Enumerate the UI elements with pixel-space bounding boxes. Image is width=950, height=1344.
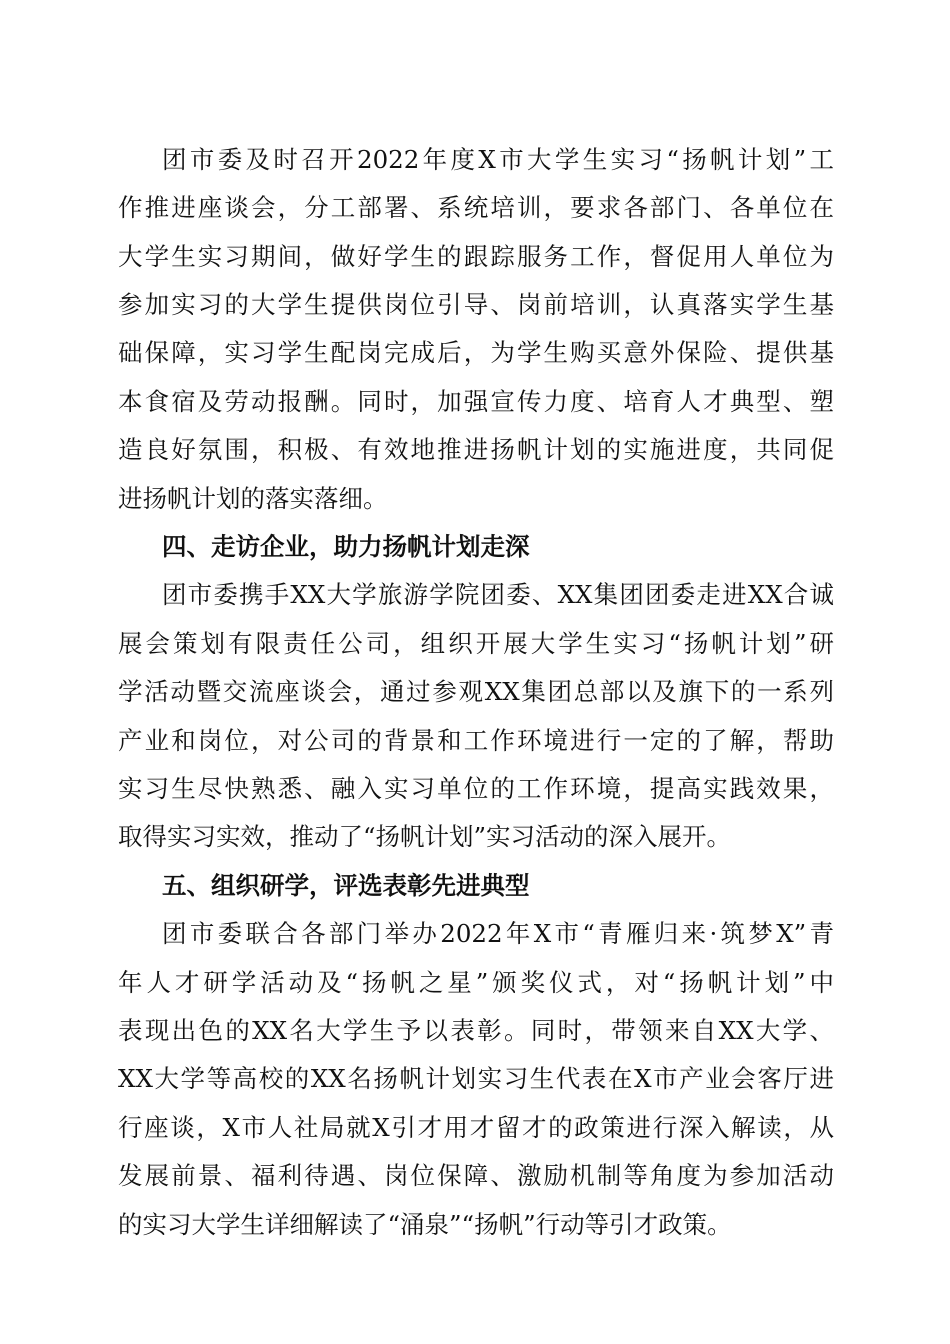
paragraph-3-line: 团市委联合各部门举办2022年X市“青雁归来·筑梦X”青 <box>162 919 834 948</box>
paragraph-1-line: 础保障，实习学生配岗完成后，为学生购买意外保险、提供基 <box>118 338 834 367</box>
section-heading-4: 四、走访企业，助力扬帆计划走深 <box>162 532 530 561</box>
paragraph-1-line: 团市委及时召开2022年度X市大学生实习“扬帆计划”工 <box>162 145 834 174</box>
paragraph-2-line: 实习生尽快熟悉、融入实习单位的工作环境，提高实践效果， <box>118 774 834 803</box>
paragraph-1-line: 大学生实习期间，做好学生的跟踪服务工作，督促用人单位为 <box>118 242 834 271</box>
section-heading-5: 五、组织研学，评选表彰先进典型 <box>162 871 530 900</box>
paragraph-2-line: 学活动暨交流座谈会，通过参观XX集团总部以及旗下的一系列 <box>118 677 834 706</box>
paragraph-3-line: 行座谈，X市人社局就X引才用才留才的政策进行深入解读，从 <box>118 1113 834 1142</box>
paragraph-1-line: 造良好氛围，积极、有效地推进扬帆计划的实施进度，共同促 <box>118 435 834 464</box>
paragraph-3-line: 的实习大学生详细解读了“涌泉”“扬帆”行动等引才政策。 <box>118 1210 732 1239</box>
paragraph-2-line: 团市委携手XX大学旅游学院团委、XX集团团委走进XX合诚 <box>162 580 834 609</box>
paragraph-2-line: 取得实习实效，推动了“扬帆计划”实习活动的深入展开。 <box>118 822 732 851</box>
paragraph-3-line: XX大学等高校的XX名扬帆计划实习生代表在X市产业会客厅进 <box>118 1064 834 1093</box>
paragraph-1-line: 本食宿及劳动报酬。同时，加强宣传力度、培育人才典型、塑 <box>118 387 834 416</box>
paragraph-2-line: 产业和岗位，对公司的背景和工作环境进行一定的了解，帮助 <box>118 726 834 755</box>
paragraph-2-line: 展会策划有限责任公司，组织开展大学生实习“扬帆计划”研 <box>118 629 834 658</box>
paragraph-1-line: 进扬帆计划的落实落细。 <box>118 484 388 513</box>
paragraph-3-line: 发展前景、福利待遇、岗位保障、激励机制等角度为参加活动 <box>118 1161 834 1190</box>
paragraph-3-line: 表现出色的XX名大学生予以表彰。同时，带领来自XX大学、 <box>118 1016 834 1045</box>
paragraph-3-line: 年人才研学活动及“扬帆之星”颁奖仪式，对“扬帆计划”中 <box>118 968 834 997</box>
paragraph-1-line: 参加实习的大学生提供岗位引导、岗前培训，认真落实学生基 <box>118 290 834 319</box>
paragraph-1-line: 作推进座谈会，分工部署、系统培训，要求各部门、各单位在 <box>118 193 834 222</box>
